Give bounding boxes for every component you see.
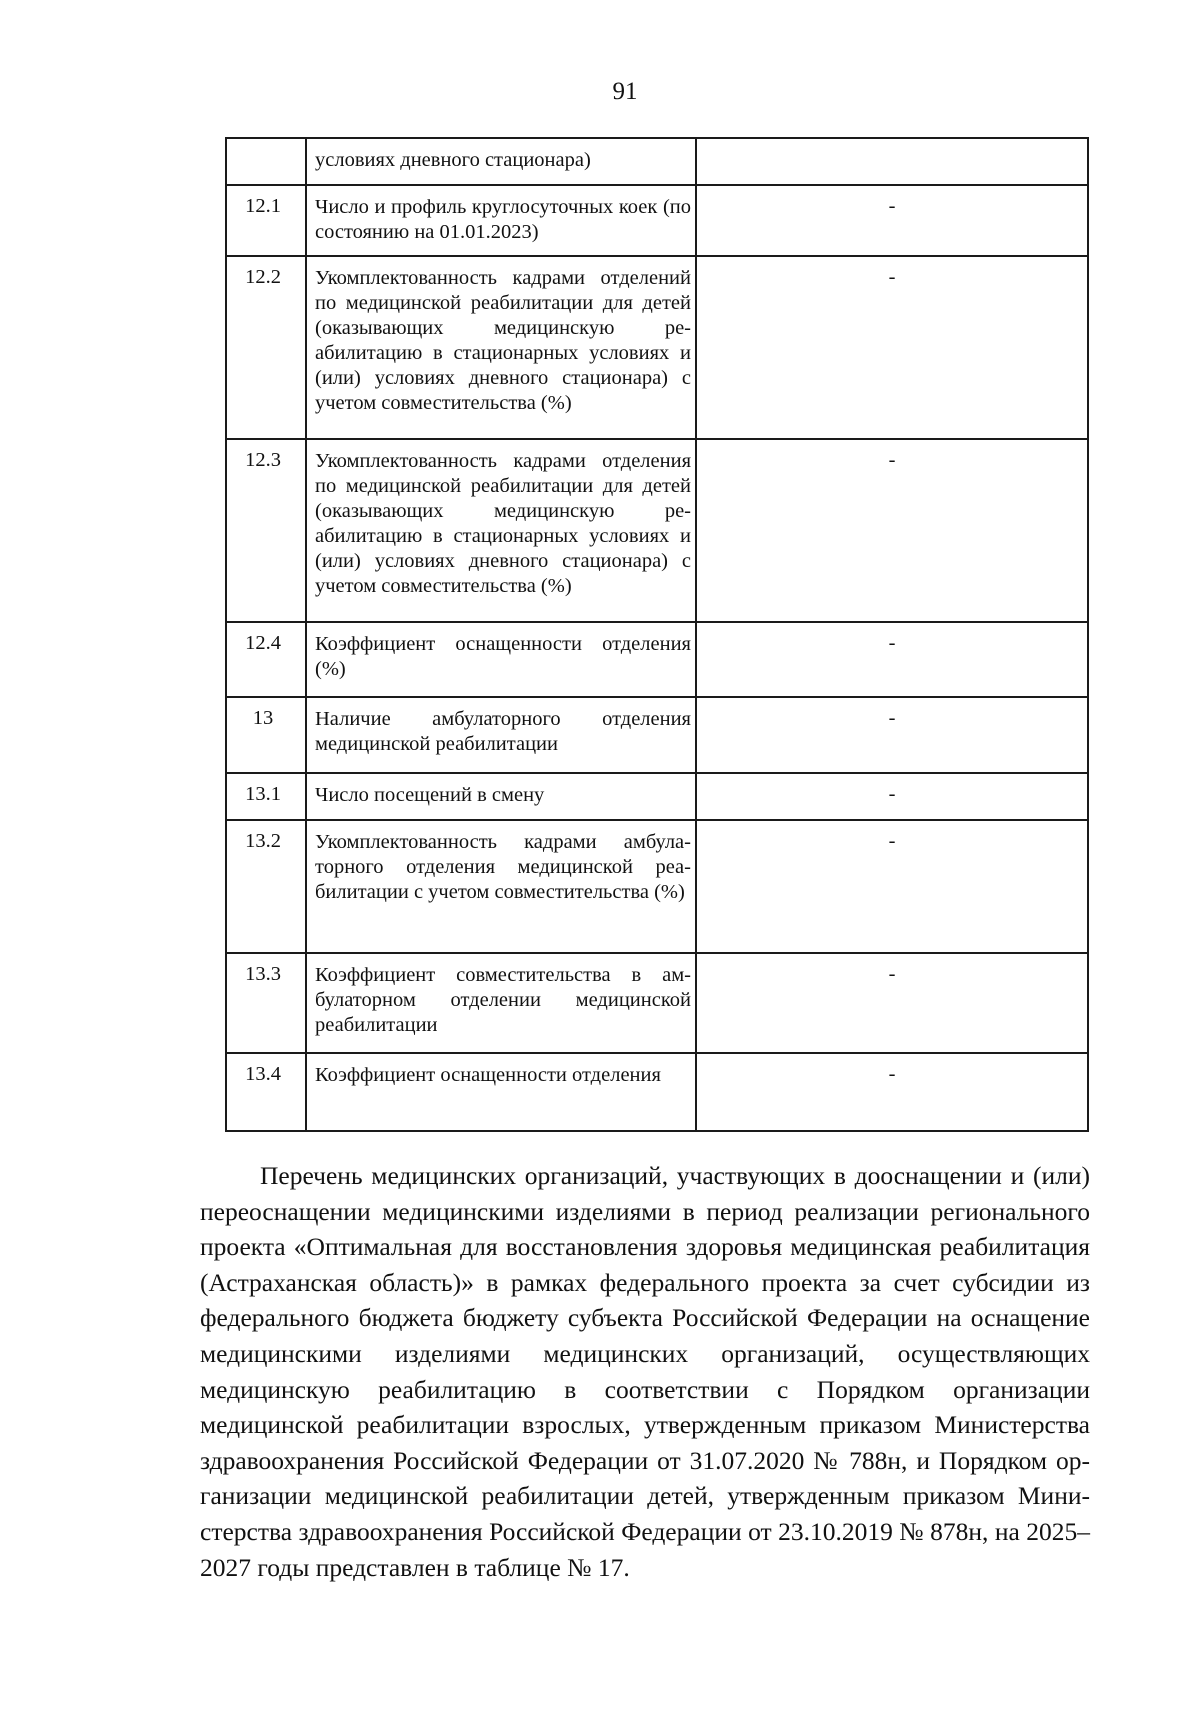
body-paragraph: Перечень медицинских организаций, участвующих в дооснащении и (или) переоснащении медицинскими изделиями в период реализации регионального проекта «Оптимальная для восстановления здоровья медицинская реабилитация (Астраханская область)» в рамках федерального проекта за счет субсидии из федерального бюджета бюджету субъекта Российской Федерации на оснащение медицинскими изделиями медицинских организаций, осуществляющих медицинскую реабилитацию в соответствии с Порядком организации медицинской реабилитации взрослых, утвержденным приказом Министерства здравоохранения Российской Федерации от 31.07.2020 № 788н, и Порядком организации медицинской реабилитации детей, утвержденным приказом Министерства здравоохранения Российской Федерации от 23.10.2019 № 878н, на 2025–2027 годы представлен в таблице № 17. [200, 1161, 1090, 1582]
table-row [226, 256, 1088, 439]
row-value: - [696, 185, 1088, 256]
table-row [226, 1053, 1088, 1131]
row-value: - [696, 697, 1088, 773]
row-value: - [696, 622, 1088, 697]
row-value: - [696, 256, 1088, 439]
row-indicator-name: Коэффициент оснащенности отделения [306, 1053, 696, 1131]
row-indicator-name: Число посещений в смену [306, 773, 696, 820]
table-row [226, 622, 1088, 697]
table-row [226, 820, 1088, 953]
row-value: - [696, 820, 1088, 953]
row-number: 13 [226, 697, 306, 773]
row-indicator-name: Коэффициент оснащенности отделения (%) [306, 622, 696, 697]
row-value: - [696, 773, 1088, 820]
row-value [696, 138, 1088, 185]
row-indicator-name: Коэффициент совместительства в амбулаторном отделении медицинской реабилитации [306, 953, 696, 1053]
row-indicator-name: Укомплектованность кадрами отделений по медицинской реабилитации для детей (оказывающих медицинскую реабилитацию в стационарных условиях и (или) условиях дневного стационара) с учетом совместительства (%) [306, 256, 696, 439]
row-number: 12.3 [226, 439, 306, 622]
table-row [226, 138, 1088, 185]
row-number: 13.3 [226, 953, 306, 1053]
row-number: 13.1 [226, 773, 306, 820]
row-value: - [696, 1053, 1088, 1131]
table-row [226, 439, 1088, 622]
row-indicator-name: Укомплектованность кадрами амбулаторного отделения медицинской реабилитации с учетом совместительства (%) [306, 820, 696, 953]
row-number: 13.2 [226, 820, 306, 953]
row-indicator-name: Число и профиль круглосуточных коек (по состоянию на 01.01.2023) [306, 185, 696, 256]
row-number: 12.2 [226, 256, 306, 439]
row-number [226, 138, 306, 185]
row-number: 12.1 [226, 185, 306, 256]
row-number: 13.4 [226, 1053, 306, 1131]
row-indicator-name: Наличие амбулаторного отделения медицинской реабилитации [306, 697, 696, 773]
row-indicator-name: Укомплектованность кадрами отделения по медицинской реабилитации для детей (оказывающих медицинскую реабилитацию в стационарных условиях и (или) условиях дневного стационара) с учетом совместительства (%) [306, 439, 696, 622]
indicators-table [225, 137, 1089, 1132]
table-row [226, 953, 1088, 1053]
table-row [226, 773, 1088, 820]
page-number: 91 [612, 78, 638, 105]
row-number: 12.4 [226, 622, 306, 697]
table-row [226, 697, 1088, 773]
row-indicator-name: условиях дневного стационара) [306, 138, 696, 185]
table-row [226, 185, 1088, 256]
row-value: - [696, 953, 1088, 1053]
row-value: - [696, 439, 1088, 622]
